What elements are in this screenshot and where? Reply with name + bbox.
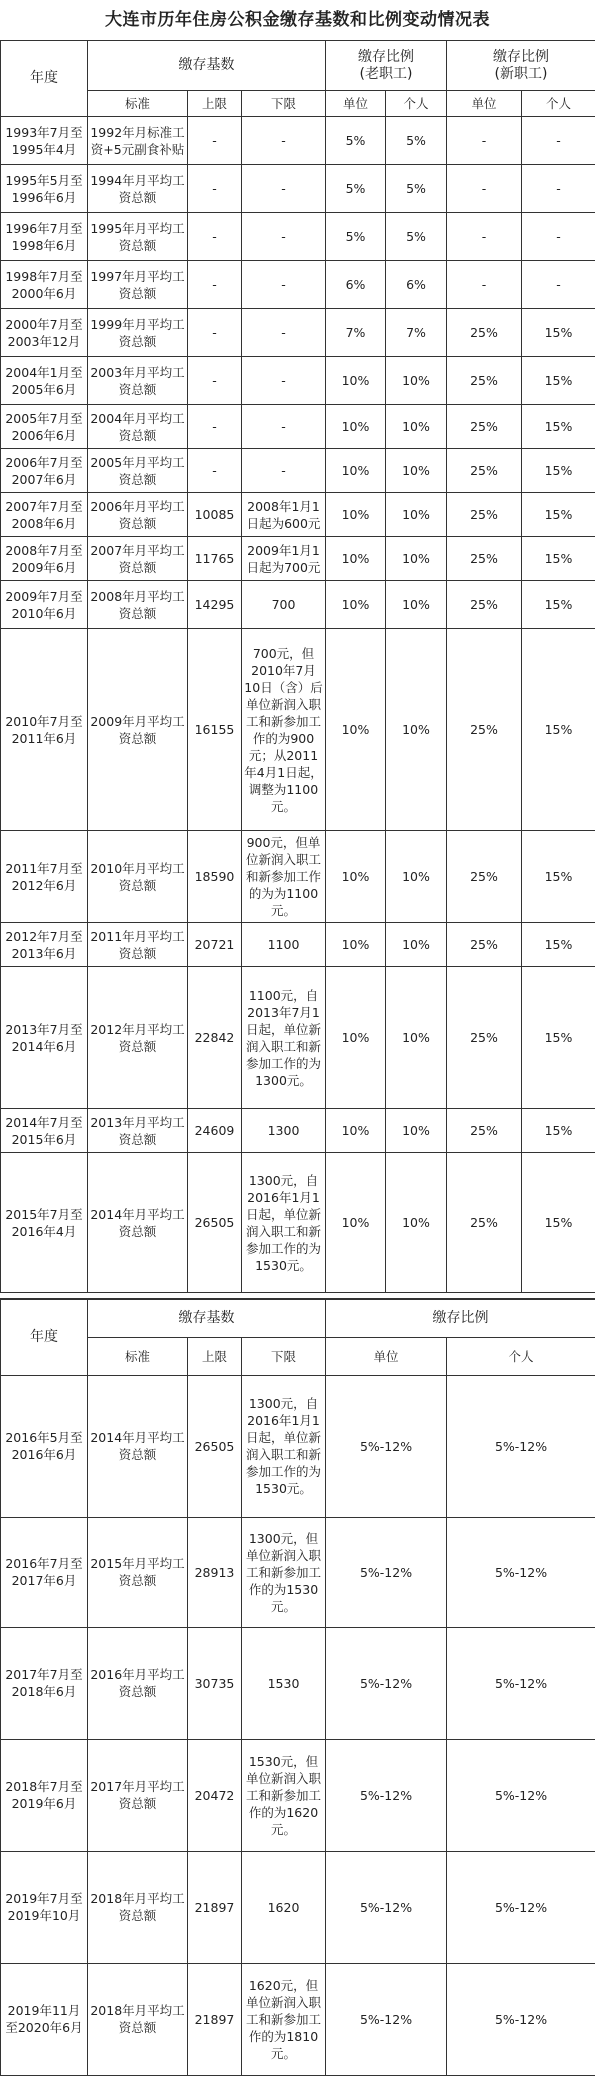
cell-lower: 900元，但单位新润入职工和新参加工作的为为1100元。 (242, 831, 326, 923)
cell-upper: 20472 (188, 1739, 242, 1851)
cell-personal-old: 5% (386, 165, 447, 213)
cell-personal-new: 15% (522, 493, 595, 537)
cell-lower: 2009年1月1日起为700元 (242, 537, 326, 581)
cell-unit-old: 10% (326, 1109, 386, 1153)
cell-standard: 2018年月平均工资总额 (88, 1851, 188, 1963)
cell-unit-old: 6% (326, 261, 386, 309)
cell-upper: 22842 (188, 967, 242, 1109)
cell-unit-new: - (447, 117, 522, 165)
table-row (1, 967, 595, 1109)
table-row (1, 165, 595, 213)
cell-unit-old: 10% (326, 449, 386, 493)
cell-standard: 2014年月平均工资总额 (88, 1153, 188, 1293)
cell-unit-new: 25% (447, 449, 522, 493)
cell-standard: 1997年月平均工资总额 (88, 261, 188, 309)
cell-personal-old: 5% (386, 213, 447, 261)
cell-upper: 30735 (188, 1627, 242, 1739)
cell-unit-old: 7% (326, 309, 386, 357)
cell-unit-new: 25% (447, 923, 522, 967)
cell-standard: 1995年月平均工资总额 (88, 213, 188, 261)
cell-upper: - (188, 449, 242, 493)
cell-lower: - (242, 165, 326, 213)
table-row (1, 1109, 595, 1153)
cell-year: 2004年1月至2005年6月 (1, 357, 88, 405)
cell-year: 2011年7月至2012年6月 (1, 831, 88, 923)
cell-standard: 2018年月平均工资总额 (88, 1963, 188, 2075)
cell-unit-new: - (447, 213, 522, 261)
cell-personal-new: 15% (522, 1153, 595, 1293)
cell-personal-new: 15% (522, 1109, 595, 1153)
cell-personal-old: 5% (386, 117, 447, 165)
cell-unit-new: - (447, 261, 522, 309)
cell-personal: 5%-12% (447, 1517, 595, 1627)
cell-year: 2005年7月至2006年6月 (1, 405, 88, 449)
cell-standard: 2014年月平均工资总额 (88, 1375, 188, 1517)
table-row (1, 1517, 595, 1627)
cell-standard: 2011年月平均工资总额 (88, 923, 188, 967)
cell-personal: 5%-12% (447, 1739, 595, 1851)
header-upper: 上限 (188, 91, 242, 117)
cell-standard: 1992年月标准工资+5元副食补贴 (88, 117, 188, 165)
table-row (1, 493, 595, 537)
cell-unit-new: 25% (447, 967, 522, 1109)
cell-unit-new: 25% (447, 1153, 522, 1293)
table-row (1, 213, 595, 261)
cell-upper: 16155 (188, 629, 242, 831)
table-row (1, 1375, 595, 1517)
cell-upper: 11765 (188, 537, 242, 581)
cell-lower: - (242, 405, 326, 449)
cell-personal-new: 15% (522, 405, 595, 449)
table-row (1, 117, 595, 165)
cell-unit-old: 10% (326, 405, 386, 449)
cell-year: 2019年11月至2020年6月 (1, 1963, 88, 2075)
table-row (1, 261, 595, 309)
cell-unit-new: 25% (447, 831, 522, 923)
cell-year: 2012年7月至2013年6月 (1, 923, 88, 967)
table-row (1, 923, 595, 967)
table-row (1, 405, 595, 449)
cell-year: 2017年7月至2018年6月 (1, 1627, 88, 1739)
cell-personal-new: 15% (522, 629, 595, 831)
table-row (1, 537, 595, 581)
cell-personal-old: 10% (386, 923, 447, 967)
cell-standard: 1999年月平均工资总额 (88, 309, 188, 357)
cell-upper: 21897 (188, 1963, 242, 2075)
cell-standard: 2009年月平均工资总额 (88, 629, 188, 831)
header-personal-old: 个人 (386, 91, 447, 117)
cell-unit: 5%-12% (326, 1375, 447, 1517)
cell-personal: 5%-12% (447, 1627, 595, 1739)
cell-standard: 2008年月平均工资总额 (88, 581, 188, 629)
cell-unit-old: 10% (326, 581, 386, 629)
cell-unit-old: 10% (326, 357, 386, 405)
cell-unit: 5%-12% (326, 1851, 447, 1963)
table-row (1, 357, 595, 405)
cell-lower: 700元，但2010年7月10日（含）后单位新润入职工和新参加工作的为900元；从2011年4月1日起，调整为1100元。 (242, 629, 326, 831)
cell-upper: - (188, 213, 242, 261)
table-1-body (1, 117, 595, 1293)
cell-personal-new: 15% (522, 357, 595, 405)
cell-unit: 5%-12% (326, 1963, 447, 2075)
cell-standard: 2004年月平均工资总额 (88, 405, 188, 449)
cell-standard: 2010年月平均工资总额 (88, 831, 188, 923)
cell-upper: - (188, 261, 242, 309)
header2-base: 缴存基数 (88, 1299, 326, 1337)
cell-personal-old: 6% (386, 261, 447, 309)
cell-standard: 2016年月平均工资总额 (88, 1627, 188, 1739)
cell-lower: 1300元，自2016年1月1日起，单位新润入职工和新参加工作的为1530元。 (242, 1153, 326, 1293)
cell-personal-new: 15% (522, 537, 595, 581)
cell-unit-old: 10% (326, 923, 386, 967)
header2-upper: 上限 (188, 1337, 242, 1375)
cell-year: 2013年7月至2014年6月 (1, 967, 88, 1109)
cell-year: 1993年7月至1995年4月 (1, 117, 88, 165)
cell-personal-old: 10% (386, 537, 447, 581)
header2-standard: 标准 (88, 1337, 188, 1375)
cell-personal-old: 10% (386, 581, 447, 629)
cell-unit: 5%-12% (326, 1739, 447, 1851)
cell-standard: 2006年月平均工资总额 (88, 493, 188, 537)
cell-year: 2007年7月至2008年6月 (1, 493, 88, 537)
cell-year: 2014年7月至2015年6月 (1, 1109, 88, 1153)
cell-unit-old: 10% (326, 537, 386, 581)
cell-year: 2015年7月至2016年4月 (1, 1153, 88, 1293)
cell-lower: - (242, 261, 326, 309)
cell-lower: - (242, 117, 326, 165)
cell-personal-new: - (522, 261, 595, 309)
cell-personal-old: 10% (386, 1109, 447, 1153)
header-personal-new: 个人 (522, 91, 595, 117)
cell-standard: 2007年月平均工资总额 (88, 537, 188, 581)
header-lower: 下限 (242, 91, 326, 117)
cell-year: 2016年5月至2016年6月 (1, 1375, 88, 1517)
cell-lower: 1620 (242, 1851, 326, 1963)
table-row (1, 831, 595, 923)
cell-upper: - (188, 165, 242, 213)
cell-unit-old: 10% (326, 493, 386, 537)
cell-unit-new: 25% (447, 357, 522, 405)
table-row (1, 1851, 595, 1963)
cell-personal-old: 10% (386, 493, 447, 537)
cell-unit-new: 25% (447, 493, 522, 537)
cell-personal-new: 15% (522, 967, 595, 1109)
cell-lower: 1300 (242, 1109, 326, 1153)
cell-personal-new: - (522, 165, 595, 213)
cell-personal-new: 15% (522, 581, 595, 629)
cell-unit-old: 5% (326, 213, 386, 261)
cell-standard: 2003年月平均工资总额 (88, 357, 188, 405)
table-row (1, 629, 595, 831)
cell-upper: 24609 (188, 1109, 242, 1153)
cell-unit-new: 25% (447, 629, 522, 831)
header2-lower: 下限 (242, 1337, 326, 1375)
cell-unit-old: 5% (326, 165, 386, 213)
cell-personal: 5%-12% (447, 1375, 595, 1517)
cell-upper: - (188, 309, 242, 357)
cell-upper: 28913 (188, 1517, 242, 1627)
cell-standard: 2005年月平均工资总额 (88, 449, 188, 493)
header2-year: 年度 (1, 1299, 88, 1375)
cell-year: 2006年7月至2007年6月 (1, 449, 88, 493)
cell-upper: 18590 (188, 831, 242, 923)
header-unit-new: 单位 (447, 91, 522, 117)
cell-year: 2000年7月至2003年12月 (1, 309, 88, 357)
cell-personal-new: - (522, 117, 595, 165)
cell-upper: 21897 (188, 1851, 242, 1963)
cell-lower: 1100元，自2013年7月1日起，单位新润入职工和新参加工作的为1300元。 (242, 967, 326, 1109)
cell-lower: - (242, 213, 326, 261)
cell-upper: 20721 (188, 923, 242, 967)
cell-upper: - (188, 117, 242, 165)
cell-standard: 2013年月平均工资总额 (88, 1109, 188, 1153)
cell-year: 2009年7月至2010年6月 (1, 581, 88, 629)
cell-year: 2010年7月至2011年6月 (1, 629, 88, 831)
cell-unit-old: 10% (326, 831, 386, 923)
cell-upper: 26505 (188, 1153, 242, 1293)
cell-year: 2019年7月至2019年10月 (1, 1851, 88, 1963)
cell-personal-new: 15% (522, 831, 595, 923)
cell-upper: - (188, 405, 242, 449)
cell-lower: 1300元，自2016年1月1日起，单位新润入职工和新参加工作的为1530元。 (242, 1375, 326, 1517)
cell-personal-old: 7% (386, 309, 447, 357)
cell-unit: 5%-12% (326, 1627, 447, 1739)
table-row (1, 1153, 595, 1293)
cell-upper: 26505 (188, 1375, 242, 1517)
cell-upper: 14295 (188, 581, 242, 629)
cell-upper: - (188, 357, 242, 405)
cell-unit-old: 10% (326, 629, 386, 831)
table-row (1, 581, 595, 629)
cell-personal-old: 10% (386, 831, 447, 923)
cell-personal-old: 10% (386, 405, 447, 449)
table-row (1, 1963, 595, 2075)
page-title: 大连市历年住房公积金缴存基数和比例变动情况表 (105, 10, 490, 30)
cell-unit-new: - (447, 165, 522, 213)
header2-personal: 个人 (447, 1337, 595, 1375)
header-standard: 标准 (88, 91, 188, 117)
cell-upper: 10085 (188, 493, 242, 537)
table-row (1, 309, 595, 357)
contribution-table-1 (0, 40, 595, 1293)
cell-lower: 1100 (242, 923, 326, 967)
cell-lower: 1620元，但单位新润入职工和新参加工作的为1810元。 (242, 1963, 326, 2075)
cell-unit-new: 25% (447, 405, 522, 449)
cell-personal-old: 10% (386, 357, 447, 405)
cell-lower: 1300元，但单位新润入职工和新参加工作的为1530元。 (242, 1517, 326, 1627)
cell-lower: 2008年1月1日起为600元 (242, 493, 326, 537)
cell-year: 2016年7月至2017年6月 (1, 1517, 88, 1627)
cell-unit-new: 25% (447, 537, 522, 581)
table-row (1, 1627, 595, 1739)
cell-unit-new: 25% (447, 309, 522, 357)
table-row (1, 449, 595, 493)
cell-year: 1995年5月至1996年6月 (1, 165, 88, 213)
cell-standard: 1994年月平均工资总额 (88, 165, 188, 213)
cell-standard: 2017年月平均工资总额 (88, 1739, 188, 1851)
cell-personal-new: - (522, 213, 595, 261)
cell-lower: 1530元，但单位新润入职工和新参加工作的为1620元。 (242, 1739, 326, 1851)
cell-personal-old: 10% (386, 967, 447, 1109)
header2-unit: 单位 (326, 1337, 447, 1375)
header-ratio-new: 缴存比例 (新职工) (447, 41, 595, 91)
header-year: 年度 (1, 41, 88, 117)
cell-lower: - (242, 357, 326, 405)
cell-personal-old: 10% (386, 629, 447, 831)
table-2-body (1, 1375, 595, 2075)
cell-year: 2018年7月至2019年6月 (1, 1739, 88, 1851)
cell-unit-old: 10% (326, 1153, 386, 1293)
cell-unit: 5%-12% (326, 1517, 447, 1627)
cell-personal: 5%-12% (447, 1851, 595, 1963)
cell-year: 2008年7月至2009年6月 (1, 537, 88, 581)
cell-unit-new: 25% (447, 1109, 522, 1153)
cell-lower: - (242, 309, 326, 357)
cell-lower: 1530 (242, 1627, 326, 1739)
table-row (1, 1739, 595, 1851)
contribution-table-2 (0, 1298, 595, 2076)
cell-personal-new: 15% (522, 923, 595, 967)
cell-lower: 700 (242, 581, 326, 629)
cell-year: 1998年7月至2000年6月 (1, 261, 88, 309)
cell-personal-new: 15% (522, 309, 595, 357)
header-unit-old: 单位 (326, 91, 386, 117)
cell-year: 1996年7月至1998年6月 (1, 213, 88, 261)
cell-unit-old: 10% (326, 967, 386, 1109)
cell-personal-old: 10% (386, 1153, 447, 1293)
cell-personal-old: 10% (386, 449, 447, 493)
cell-standard: 2012年月平均工资总额 (88, 967, 188, 1109)
header-ratio-old: 缴存比例 (老职工) (326, 41, 447, 91)
cell-unit-old: 5% (326, 117, 386, 165)
cell-lower: - (242, 449, 326, 493)
cell-personal: 5%-12% (447, 1963, 595, 2075)
cell-standard: 2015年月平均工资总额 (88, 1517, 188, 1627)
header2-ratio: 缴存比例 (326, 1299, 595, 1337)
cell-personal-new: 15% (522, 449, 595, 493)
header-base: 缴存基数 (88, 41, 326, 91)
cell-unit-new: 25% (447, 581, 522, 629)
